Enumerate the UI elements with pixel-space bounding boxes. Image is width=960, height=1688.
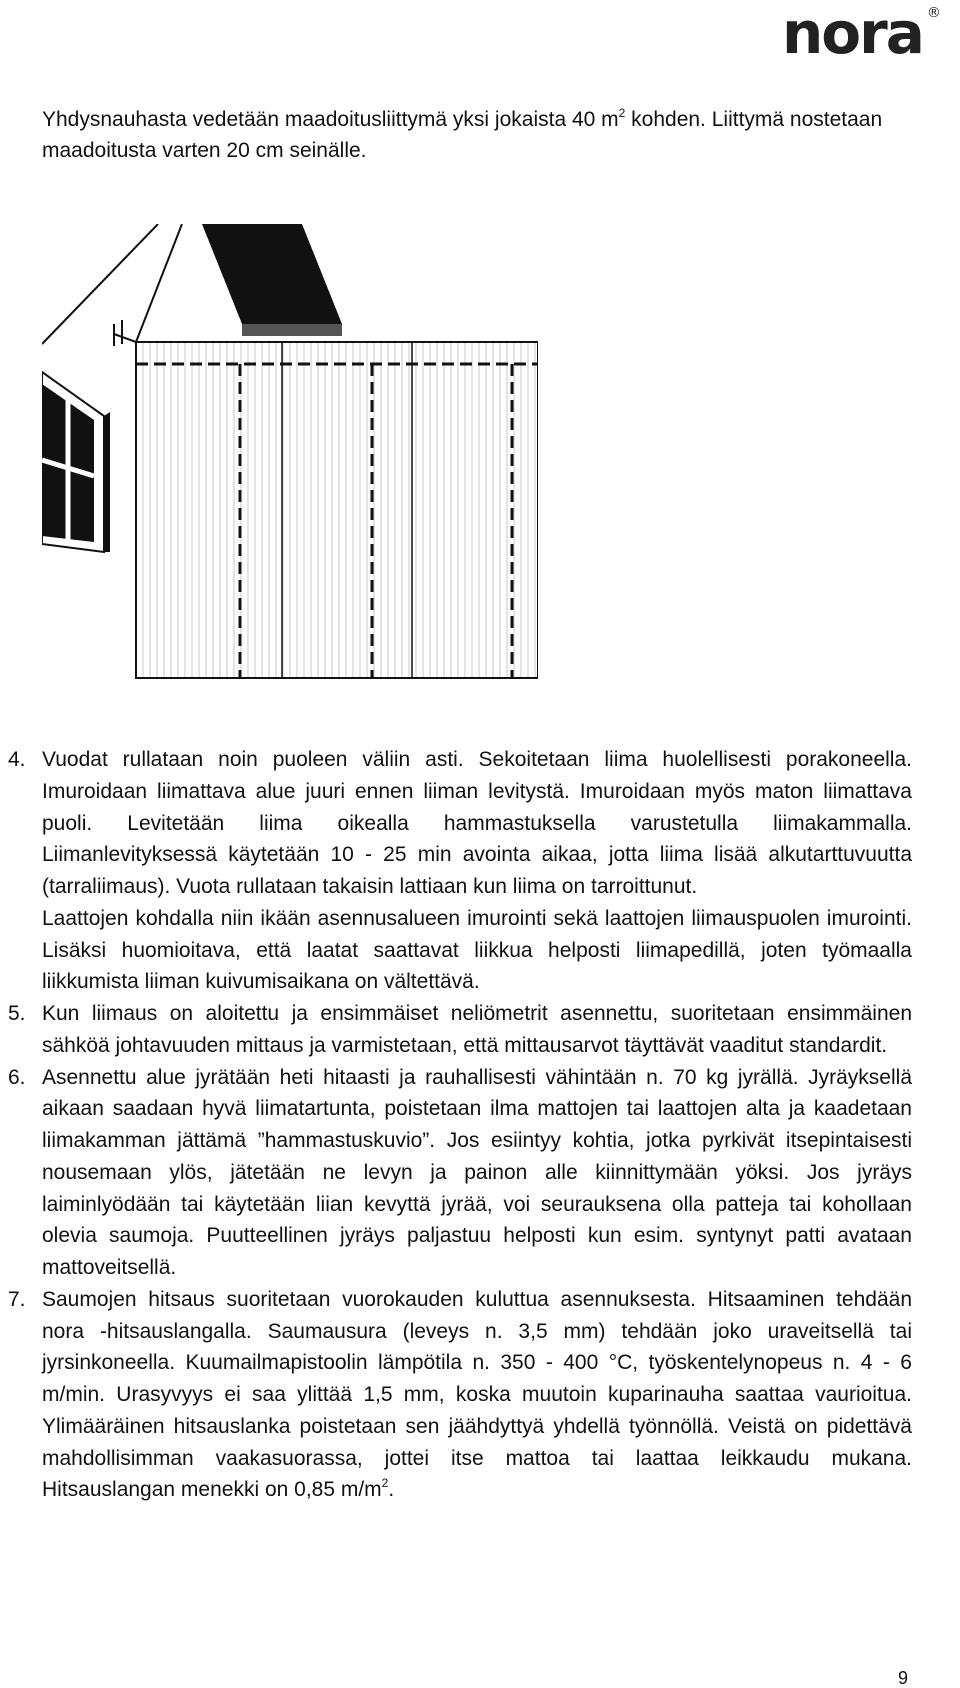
item-number: 4. (8, 748, 26, 771)
dark-beam (202, 224, 342, 336)
item-paragraph: Vuodat rullataan noin puoleen väliin asti. Sekoitetaan liima huolellisesti porakoneella. Imuroidaan liimattava alue juuri ennen liiman levitystä. Imuroidaan myös maton liimattava puoli. Levitetään liima oikealla hammastuksella varustetulla liimakammalla. Liimanlevityksessä käytetään 10 - 25 min avointa aikaa, jotta liima lisää alkutarttuvuutta (tarraliimaus). Vuota rullataan takaisin lattiaan kun liima on tarroittunut. (42, 748, 912, 898)
intro-text-end: kohden. Liittymä nostetaan maadoitusta varten 20 cm seinälle. (42, 108, 883, 162)
intro-superscript: 2 (618, 106, 626, 120)
item-text: Saumojen hitsaus suoritetaan vuorokauden kuluttua asennuksesta. Hitsaaminen tehdään nora -hitsauslangalla. Saumausura (leveys n. 3,5 mm) tehdään joko uraveitsellä tai jyrsinkoneella. Kuumailmapistoolin lämpötila n. 350 - 400 °C, työskentelynopeus n. 4 - 6 m/min. Urasyvyys ei saa ylittää 1,5 mm, koska muutoin kuparinauha saattaa vaurioitua. Ylimääräinen hitsauslanka poistetaan sen jäähdyttyä yhdellä työnnöllä. Veistä on pidettävä mahdollisimman vaakasuorassa, jottei itse mattoa tai laattaa leikkaudu mukana. Hitsauslangan menekki on 0,85 m/m (42, 1287, 912, 1502)
nora-logo (782, 0, 941, 67)
item-superscript: 2 (381, 1476, 389, 1491)
intro-paragraph (42, 104, 912, 166)
item-paragraph: Laattojen kohdalla niin ikään asennusalueen imurointi sekä laattojen liimauspuolen imurointi. Lisäksi huomioitava, että laatat saattavat liikkua helposti liimapedillä, joten työmaalla liikkumista liiman kuivumisaikana on vältettävä. (42, 906, 912, 994)
earthing-terminal (114, 320, 136, 346)
list-item (0, 998, 912, 1062)
wall-panel (136, 342, 538, 678)
item-number: 7. (8, 1287, 26, 1311)
window-illustration (42, 372, 110, 552)
item-paragraph: Kun liimaus on aloitettu ja ensimmäiset neliömetrit asennettu, suoritetaan ensimmäinen sähköä johtavuuden mittaus ja varmistetaan, että mittausarvot täyttävät vaaditut standardit. (42, 1002, 912, 1057)
item-paragraph (42, 1284, 912, 1506)
list-item (0, 744, 912, 998)
intro-text-start: Yhdysnauhasta vedetään maadoitusliittymä yksi jokaista 40 m (42, 108, 619, 131)
logo-wordmark: nora (782, 0, 923, 67)
instruction-list (0, 744, 960, 1506)
installation-illustration (42, 224, 538, 685)
registered-mark: ® (926, 5, 941, 21)
page-number: 9 (898, 1668, 909, 1688)
item-number: 5. (8, 1002, 26, 1025)
list-item (0, 1284, 912, 1506)
item-text-end: . (388, 1478, 395, 1502)
item-number: 6. (8, 1065, 26, 1089)
item-paragraph: Asennettu alue jyrätään heti hitaasti ja rauhallisesti vähintään n. 70 kg jyrällä. Jyräyksellä aikaan saadaan hyvä liimatartunta, poistetaan ilma mattojen tai laattojen alta ja kaadetaan liimakamman jättämä ”hammastuskuvio”. Jos esiintyy kohtia, jotka pyrkivät itsepintaisesti nousemaan ylös, jätetään ne levyn ja painon alle kiinnittymään yöksi. Jos jyräys laiminlyödään tai käytetään liian kevyttä jyrää, voi seurauksena olla patteja tai kohollaan olevia saumoja. Puutteellinen jyräys paljastuu helposti kun esim. syntynyt patti avataan mattoveitsellä. (42, 1065, 912, 1279)
list-item (0, 1062, 912, 1284)
